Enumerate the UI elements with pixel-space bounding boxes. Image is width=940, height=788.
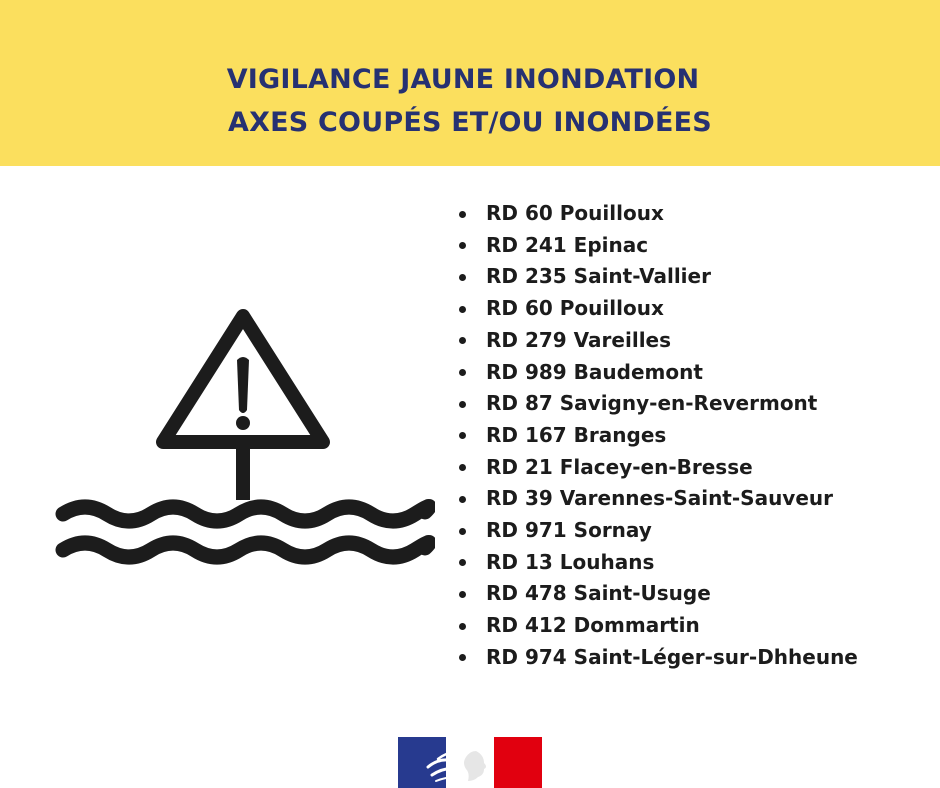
list-item xyxy=(455,452,858,484)
road-label: RD 971 Sornay xyxy=(486,518,652,543)
road-label: RD 60 Pouilloux xyxy=(486,201,664,225)
bullet xyxy=(459,559,466,566)
list-item xyxy=(455,230,858,262)
road-label: RD 235 Saint-Vallier xyxy=(486,264,711,289)
flood-warning-sign-icon xyxy=(55,298,435,578)
list-item xyxy=(455,261,858,293)
list-item xyxy=(455,610,858,642)
banner-title-line-2: AXES COUPÉS ET/OU INONDÉES xyxy=(228,107,712,138)
road-label: RD 412 Dommartin xyxy=(486,613,700,638)
road-label: RD 87 Savigny-en-Revermont xyxy=(486,391,818,416)
list-item xyxy=(455,198,858,230)
list-item xyxy=(455,293,858,325)
road-label: RD 279 Vareilles xyxy=(486,327,672,352)
banner-title-line-1: VIGILANCE JAUNE INONDATION xyxy=(226,64,700,95)
road-label: RD 974 Saint-Léger-sur-Dhheune xyxy=(486,644,858,669)
list-item xyxy=(455,325,858,357)
bullet xyxy=(459,654,466,661)
bullet xyxy=(459,337,466,344)
list-item xyxy=(455,642,858,674)
marianne-profile-icon xyxy=(398,737,542,788)
republique-francaise-marianne-logo xyxy=(398,737,542,788)
road-label: RD 21 Flacey-en-Bresse xyxy=(486,454,753,479)
banner-title xyxy=(0,58,940,144)
list-item xyxy=(455,483,858,515)
list-item xyxy=(455,578,858,610)
bullet xyxy=(459,591,466,598)
road-label: RD 478 Saint-Usuge xyxy=(486,581,711,606)
road-label: RD 60 Pouilloux xyxy=(486,296,664,321)
list-item xyxy=(455,515,858,547)
list-item xyxy=(455,388,858,420)
bullet xyxy=(459,528,466,535)
bullet xyxy=(459,464,466,471)
list-item xyxy=(455,420,858,452)
bullet xyxy=(459,432,466,439)
road-label: RD 167 Branges xyxy=(486,422,667,447)
bullet xyxy=(459,623,466,630)
bullet xyxy=(459,496,466,503)
closed-roads-list xyxy=(455,198,858,674)
list-item xyxy=(455,547,858,579)
road-label: RD 39 Varennes-Saint-Sauveur xyxy=(486,486,834,511)
bullet xyxy=(459,211,466,218)
road-label: RD 241 Epinac xyxy=(486,232,649,257)
bullet xyxy=(459,274,466,281)
alert-banner xyxy=(0,0,940,166)
road-label: RD 989 Baudemont xyxy=(486,359,703,384)
bullet xyxy=(459,306,466,313)
list-item xyxy=(455,357,858,389)
bullet xyxy=(459,369,466,376)
bullet xyxy=(459,242,466,249)
bullet xyxy=(459,401,466,408)
road-label: RD 13 Louhans xyxy=(486,549,655,574)
